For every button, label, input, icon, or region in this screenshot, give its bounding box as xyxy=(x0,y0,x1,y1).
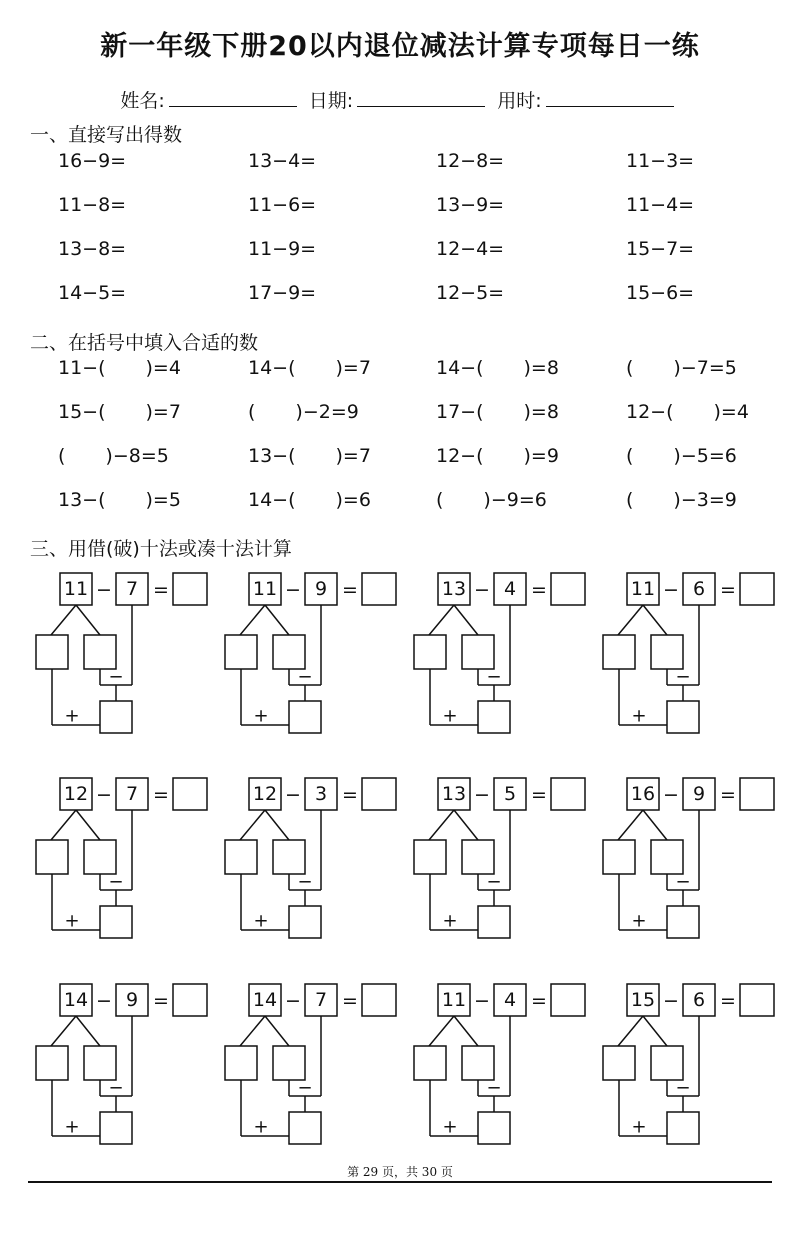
equation-left-part: 14−( xyxy=(436,357,484,379)
branch-line-left xyxy=(618,1016,643,1046)
branch-line-left xyxy=(51,605,76,635)
decomposition-diagram xyxy=(225,778,396,938)
equation-left-part: ( xyxy=(58,445,66,467)
split-box-right[interactable] xyxy=(84,1046,116,1080)
equation-right-part: )=4 xyxy=(145,357,181,379)
intermediate-result-box[interactable] xyxy=(667,701,699,733)
equation-right-part: )=8 xyxy=(523,357,559,379)
minuend-value: 11 xyxy=(63,578,89,600)
split-box-left[interactable] xyxy=(225,1046,257,1080)
minus-sign: − xyxy=(663,579,679,601)
minuend-value: 12 xyxy=(63,783,89,805)
split-box-right[interactable] xyxy=(273,840,305,874)
minus-sign: − xyxy=(96,990,112,1012)
decomposition-diagram xyxy=(603,984,774,1144)
decomposition-diagram xyxy=(36,573,207,733)
operation-plus-label: + xyxy=(64,705,80,727)
subtrahend-value: 3 xyxy=(314,783,328,805)
branch-line-right xyxy=(454,1016,478,1046)
equation-left-part: ( xyxy=(436,489,444,511)
minus-sign: − xyxy=(285,990,301,1012)
operation-minus-label: − xyxy=(108,1077,124,1099)
operation-minus-label: − xyxy=(486,1077,502,1099)
branch-line-left xyxy=(618,810,643,840)
subtrahend-value: 9 xyxy=(125,989,139,1011)
equation-right-part: )=4 xyxy=(713,401,749,423)
equation-right-part: )−5=6 xyxy=(673,445,737,467)
answer-box[interactable] xyxy=(173,984,207,1016)
minuend-value: 14 xyxy=(63,989,89,1011)
minuend-value: 12 xyxy=(252,783,278,805)
page-footer: 第 29 页，共 30 页 xyxy=(347,1165,453,1179)
branch-line-right xyxy=(265,1016,289,1046)
equation-left-part: 14−( xyxy=(248,357,296,379)
equation: 11−8= xyxy=(58,194,127,216)
operation-plus-label: + xyxy=(631,910,647,932)
minus-sign: − xyxy=(474,579,490,601)
split-box-right[interactable] xyxy=(84,635,116,669)
branch-line-right xyxy=(76,605,100,635)
split-box-left[interactable] xyxy=(414,635,446,669)
split-box-right[interactable] xyxy=(462,840,494,874)
equation-left-part: 13−( xyxy=(248,445,296,467)
equals-sign: = xyxy=(342,784,358,806)
minuend-value: 11 xyxy=(441,989,467,1011)
answer-box[interactable] xyxy=(173,573,207,605)
equals-sign: = xyxy=(531,579,547,601)
branch-line-left xyxy=(51,810,76,840)
equation-left-part: 14−( xyxy=(248,489,296,511)
equation: 14−5= xyxy=(58,282,127,304)
intermediate-result-box[interactable] xyxy=(289,1112,321,1144)
operation-minus-label: − xyxy=(108,871,124,893)
equation-right-part: )=7 xyxy=(335,445,371,467)
intermediate-result-box[interactable] xyxy=(100,1112,132,1144)
operation-minus-label: − xyxy=(297,666,313,688)
subtrahend-value: 7 xyxy=(125,783,139,805)
minuend-value: 11 xyxy=(252,578,278,600)
equals-sign: = xyxy=(531,990,547,1012)
equals-sign: = xyxy=(342,990,358,1012)
intermediate-result-box[interactable] xyxy=(667,1112,699,1144)
footer-divider xyxy=(28,1181,772,1183)
equation-right-part: )−9=6 xyxy=(483,489,547,511)
operation-plus-label: + xyxy=(253,705,269,727)
date-label: 日期: xyxy=(308,90,354,112)
equation-right-part: )=6 xyxy=(335,489,371,511)
answer-box[interactable] xyxy=(740,573,774,605)
operation-minus-label: − xyxy=(486,666,502,688)
decomposition-diagram xyxy=(603,573,774,733)
equation-right-part: )−2=9 xyxy=(295,401,359,423)
branch-line-left xyxy=(240,1016,265,1046)
answer-box[interactable] xyxy=(173,778,207,810)
equation-left-part: 12−( xyxy=(626,401,674,423)
minus-sign: − xyxy=(285,579,301,601)
operation-minus-label: − xyxy=(486,871,502,893)
split-box-right[interactable] xyxy=(651,1046,683,1080)
subtrahend-value: 4 xyxy=(503,989,517,1011)
branch-line-left xyxy=(240,810,265,840)
minuend-value: 14 xyxy=(252,989,278,1011)
intermediate-result-box[interactable] xyxy=(100,906,132,938)
equation-left-part: 11−( xyxy=(58,357,106,379)
operation-plus-label: + xyxy=(631,705,647,727)
minuend-value: 11 xyxy=(630,578,656,600)
operation-minus-label: − xyxy=(297,1077,313,1099)
answer-box[interactable] xyxy=(551,778,585,810)
intermediate-result-box[interactable] xyxy=(289,906,321,938)
name-label: 姓名: xyxy=(120,90,165,112)
branch-line-left xyxy=(429,605,454,635)
equals-sign: = xyxy=(720,579,736,601)
minus-sign: − xyxy=(96,579,112,601)
split-box-right[interactable] xyxy=(651,840,683,874)
split-box-left[interactable] xyxy=(414,840,446,874)
equation-left-part: 17−( xyxy=(436,401,484,423)
equals-sign: = xyxy=(153,990,169,1012)
subtrahend-value: 5 xyxy=(503,783,517,805)
answer-box[interactable] xyxy=(362,573,396,605)
branch-line-right xyxy=(265,605,289,635)
equation-right-part: )−3=9 xyxy=(673,489,737,511)
subtrahend-value: 9 xyxy=(692,783,706,805)
branch-line-right xyxy=(454,605,478,635)
answer-box[interactable] xyxy=(551,573,585,605)
equals-sign: = xyxy=(531,784,547,806)
branch-line-left xyxy=(618,605,643,635)
subtrahend-value: 6 xyxy=(692,578,706,600)
decomposition-diagram xyxy=(414,573,585,733)
equation: 11−6= xyxy=(248,194,317,216)
split-box-left[interactable] xyxy=(414,1046,446,1080)
branch-line-right xyxy=(454,810,478,840)
decomposition-diagram xyxy=(225,984,396,1144)
decomposition-diagram xyxy=(36,778,207,938)
section1-title: 一、直接写出得数 xyxy=(30,124,183,146)
operation-plus-label: + xyxy=(631,1116,647,1138)
equation: 13−4= xyxy=(248,150,317,172)
intermediate-result-box[interactable] xyxy=(289,701,321,733)
branch-line-right xyxy=(76,810,100,840)
operation-plus-label: + xyxy=(442,705,458,727)
equation: 16−9= xyxy=(58,150,127,172)
operation-plus-label: + xyxy=(64,1116,80,1138)
equation-left-part: ( xyxy=(626,357,634,379)
operation-minus-label: − xyxy=(108,666,124,688)
split-box-right[interactable] xyxy=(462,635,494,669)
intermediate-result-box[interactable] xyxy=(478,906,510,938)
operation-minus-label: − xyxy=(675,1077,691,1099)
equation: 12−4= xyxy=(436,238,505,260)
decomposition-diagram xyxy=(414,984,585,1144)
equation-right-part: )=7 xyxy=(335,357,371,379)
operation-plus-label: + xyxy=(64,910,80,932)
branch-line-right xyxy=(76,1016,100,1046)
minuend-value: 13 xyxy=(441,783,467,805)
section3-title: 三、用借(破)十法或凑十法计算 xyxy=(30,538,292,560)
time-label: 用时: xyxy=(497,90,542,112)
subtrahend-value: 4 xyxy=(503,578,517,600)
subtrahend-value: 6 xyxy=(692,989,706,1011)
intermediate-result-box[interactable] xyxy=(478,701,510,733)
equation-right-part: )=9 xyxy=(523,445,559,467)
split-box-right[interactable] xyxy=(273,1046,305,1080)
minuend-value: 15 xyxy=(630,989,656,1011)
operation-plus-label: + xyxy=(253,1116,269,1138)
split-box-left[interactable] xyxy=(603,635,635,669)
branch-line-left xyxy=(240,605,265,635)
split-box-right[interactable] xyxy=(651,635,683,669)
subtrahend-value: 9 xyxy=(314,578,328,600)
equation: 12−8= xyxy=(436,150,505,172)
equals-sign: = xyxy=(153,784,169,806)
answer-box[interactable] xyxy=(551,984,585,1016)
split-box-left[interactable] xyxy=(225,635,257,669)
split-box-left[interactable] xyxy=(36,1046,68,1080)
equation: 15−6= xyxy=(626,282,695,304)
branch-line-right xyxy=(265,810,289,840)
decomposition-diagram xyxy=(225,573,396,733)
branch-line-left xyxy=(429,1016,454,1046)
answer-box[interactable] xyxy=(740,984,774,1016)
equation: 12−5= xyxy=(436,282,505,304)
split-box-right[interactable] xyxy=(273,635,305,669)
operation-plus-label: + xyxy=(253,910,269,932)
equation-left-part: ( xyxy=(248,401,256,423)
split-box-left[interactable] xyxy=(603,840,635,874)
subtrahend-value: 7 xyxy=(314,989,328,1011)
branch-line-right xyxy=(643,810,667,840)
equation: 11−9= xyxy=(248,238,317,260)
minus-sign: − xyxy=(663,990,679,1012)
equation-right-part: )=8 xyxy=(523,401,559,423)
branch-line-right xyxy=(643,605,667,635)
equation-left-part: 15−( xyxy=(58,401,106,423)
minus-sign: − xyxy=(474,784,490,806)
minuend-value: 16 xyxy=(630,783,656,805)
equation-right-part: )=5 xyxy=(145,489,181,511)
equals-sign: = xyxy=(720,990,736,1012)
split-box-right[interactable] xyxy=(462,1046,494,1080)
equation: 11−4= xyxy=(626,194,695,216)
split-box-left[interactable] xyxy=(603,1046,635,1080)
decomposition-diagram xyxy=(36,984,207,1144)
equation-right-part: )−7=5 xyxy=(673,357,737,379)
section2-title: 二、在括号中填入合适的数 xyxy=(30,332,259,354)
equation-left-part: 12−( xyxy=(436,445,484,467)
split-box-left[interactable] xyxy=(225,840,257,874)
minus-sign: − xyxy=(96,784,112,806)
operation-plus-label: + xyxy=(442,910,458,932)
split-box-left[interactable] xyxy=(36,840,68,874)
intermediate-result-box[interactable] xyxy=(478,1112,510,1144)
decomposition-diagram xyxy=(414,778,585,938)
operation-minus-label: − xyxy=(675,871,691,893)
subtrahend-value: 7 xyxy=(125,578,139,600)
operation-plus-label: + xyxy=(442,1116,458,1138)
operation-minus-label: − xyxy=(297,871,313,893)
split-box-right[interactable] xyxy=(84,840,116,874)
equation-right-part: )−8=5 xyxy=(105,445,169,467)
answer-box[interactable] xyxy=(362,778,396,810)
branch-line-right xyxy=(643,1016,667,1046)
answer-box[interactable] xyxy=(740,778,774,810)
intermediate-result-box[interactable] xyxy=(667,906,699,938)
answer-box[interactable] xyxy=(362,984,396,1016)
equation: 17−9= xyxy=(248,282,317,304)
equation-right-part: )=7 xyxy=(145,401,181,423)
minuend-value: 13 xyxy=(441,578,467,600)
branch-line-left xyxy=(51,1016,76,1046)
branch-line-left xyxy=(429,810,454,840)
equals-sign: = xyxy=(720,784,736,806)
equation: 11−3= xyxy=(626,150,695,172)
minus-sign: − xyxy=(285,784,301,806)
equals-sign: = xyxy=(153,579,169,601)
equation-left-part: 13−( xyxy=(58,489,106,511)
intermediate-result-box[interactable] xyxy=(100,701,132,733)
worksheet-title: 新一年级下册20以内退位减法计算专项每日一练 xyxy=(100,31,700,62)
operation-minus-label: − xyxy=(675,666,691,688)
equation: 15−7= xyxy=(626,238,695,260)
decomposition-diagram xyxy=(603,778,774,938)
split-box-left[interactable] xyxy=(36,635,68,669)
minus-sign: − xyxy=(663,784,679,806)
equals-sign: = xyxy=(342,579,358,601)
equation: 13−8= xyxy=(58,238,127,260)
equation-left-part: ( xyxy=(626,445,634,467)
equation-left-part: ( xyxy=(626,489,634,511)
equation: 13−9= xyxy=(436,194,505,216)
minus-sign: − xyxy=(474,990,490,1012)
